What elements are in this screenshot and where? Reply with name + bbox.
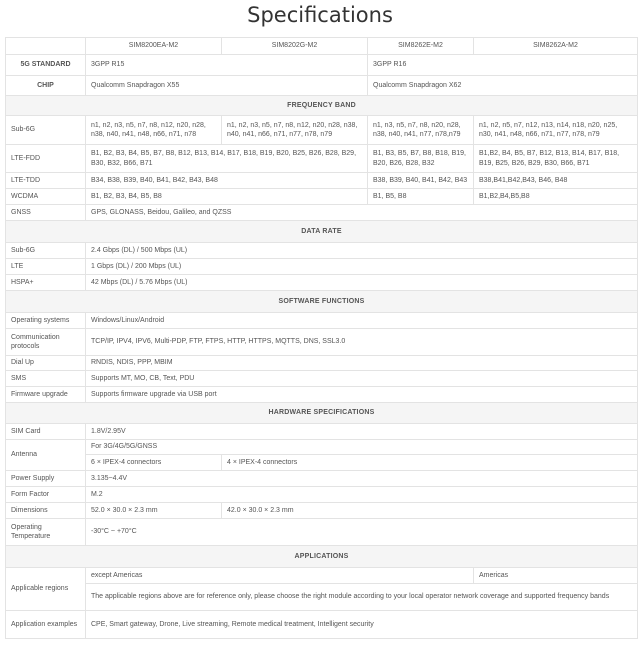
antenna-connectors-row <box>6 455 638 471</box>
data-rate-row <box>6 275 638 291</box>
lte-tdd-sim8262a: B38,B41,B42,B43, B46, B48 <box>474 173 638 189</box>
antenna-connectors-a: 6 × IPEX-4 connectors <box>86 455 222 471</box>
power-supply-row <box>6 471 638 487</box>
sub6g-sim8262a: n1, n2, n5, n7, n12, n13, n14, n18, n20, n25, n30, n41, n48, n66, n71, n77, n78, n79 <box>474 116 638 145</box>
form-factor-row <box>6 487 638 503</box>
lte-fdd-row <box>6 145 638 173</box>
form-factor-label: Form Factor <box>6 487 86 503</box>
section-software-functions: SOFTWARE FUNCTIONS <box>6 291 638 313</box>
chip-row <box>6 76 638 96</box>
chip-value-b: Qualcomm Snapdragon X62 <box>368 76 638 96</box>
model-sim8200ea: SIM8200EA-M2 <box>86 38 222 55</box>
lte-tdd-sim8262e: B38, B39, B40, B41, B42, B43 <box>368 173 474 189</box>
section-hardware-specifications: HARDWARE SPECIFICATIONS <box>6 403 638 424</box>
software-value: Windows/Linux/Android <box>86 313 638 329</box>
temperature-label: Operating Temperature <box>6 519 86 546</box>
lte-tdd-row <box>6 173 638 189</box>
regions-except-americas: except Americas <box>86 568 474 584</box>
lte-tdd-label: LTE-TDD <box>6 173 86 189</box>
data-rate-value: 1 Gbps (DL) / 200 Mbps (UL) <box>86 259 638 275</box>
dimensions-a: 52.0 × 30.0 × 2.3 mm <box>86 503 222 519</box>
software-label: SMS <box>6 371 86 387</box>
standard-value-a: 3GPP R15 <box>86 55 368 76</box>
regions-label: Applicable regions <box>6 568 86 611</box>
software-row <box>6 371 638 387</box>
specifications-table <box>5 37 638 639</box>
power-supply-value: 3.135~4.4V <box>86 471 638 487</box>
standard-label: 5G STANDARD <box>6 55 86 76</box>
temperature-value: -30°C ~ +70°C <box>86 519 638 546</box>
temperature-row <box>6 519 638 546</box>
application-examples-label: Application examples <box>6 611 86 639</box>
model-header-row <box>6 38 638 55</box>
antenna-row <box>6 440 638 455</box>
sub6g-sim8262e: n1, n3, n5, n7, n8, n20, n28, n38, n40, n41, n77, n78,n79 <box>368 116 474 145</box>
sub6g-label: Sub-6G <box>6 116 86 145</box>
application-examples-value: CPE, Smart gateway, Drone, Live streaming, Remote medical treatment, Intelligent security <box>86 611 638 639</box>
data-rate-label: Sub-6G <box>6 243 86 259</box>
section-frequency-band: FREQUENCY BAND <box>6 96 638 116</box>
lte-tdd-sim820x: B34, B38, B39, B40, B41, B42, B43, B48 <box>86 173 368 189</box>
sim-card-value: 1.8V/2.95V <box>86 424 638 440</box>
application-examples-row <box>6 611 638 639</box>
power-supply-label: Power Supply <box>6 471 86 487</box>
dimensions-b: 42.0 × 30.0 × 2.3 mm <box>222 503 638 519</box>
model-sim8202g: SIM8202G-M2 <box>222 38 368 55</box>
model-sim8262e: SIM8262E-M2 <box>368 38 474 55</box>
form-factor-value: M.2 <box>86 487 638 503</box>
standard-row <box>6 55 638 76</box>
software-row <box>6 329 638 356</box>
software-label: Dial Up <box>6 356 86 371</box>
software-label: Communication protocols <box>6 329 86 356</box>
wcdma-sim8262a: B1,B2,B4,B5,B8 <box>474 189 638 205</box>
wcdma-sim8262e: B1, B5, B8 <box>368 189 474 205</box>
lte-fdd-sim8262a: B1,B2, B4, B5, B7, B12, B13, B14, B17, B18, B19, B25, B26, B29, B30, B66, B71 <box>474 145 638 173</box>
model-sim8262a: SIM8262A-M2 <box>474 38 638 55</box>
software-value: Supports MT, MO, CB, Text, PDU <box>86 371 638 387</box>
software-label: Operating systems <box>6 313 86 329</box>
header-blank-cell <box>6 38 86 55</box>
lte-fdd-sim820x: B1, B2, B3, B4, B5, B7, B8, B12, B13, B14, B17, B18, B19, B20, B25, B26, B28, B29, B30, B32, B66, B71 <box>86 145 368 173</box>
wcdma-sim820x: B1, B2, B3, B4, B5, B8 <box>86 189 368 205</box>
sim-card-row <box>6 424 638 440</box>
chip-value-a: Qualcomm Snapdragon X55 <box>86 76 368 96</box>
standard-value-b: 3GPP R16 <box>368 55 638 76</box>
software-row <box>6 387 638 403</box>
software-row <box>6 313 638 329</box>
data-rate-row <box>6 259 638 275</box>
software-value: RNDIS, NDIS, PPP, MBIM <box>86 356 638 371</box>
data-rate-row <box>6 243 638 259</box>
section-data-rate: DATA RATE <box>6 221 638 243</box>
regions-row <box>6 568 638 584</box>
antenna-bands: For 3G/4G/5G/GNSS <box>86 440 638 455</box>
data-rate-value: 42 Mbps (DL) / 5.76 Mbps (UL) <box>86 275 638 291</box>
regions-americas: Americas <box>474 568 638 584</box>
gnss-row <box>6 205 638 221</box>
chip-label: CHIP <box>6 76 86 96</box>
sim-card-label: SIM Card <box>6 424 86 440</box>
software-value: Supports firmware upgrade via USB port <box>86 387 638 403</box>
wcdma-label: WCDMA <box>6 189 86 205</box>
regions-note-row <box>6 584 638 611</box>
wcdma-row <box>6 189 638 205</box>
dimensions-label: Dimensions <box>6 503 86 519</box>
regions-note: The applicable regions above are for reference only, please choose the right module according to your local operator network coverage and supported frequency bands <box>86 584 638 611</box>
data-rate-value: 2.4 Gbps (DL) / 500 Mbps (UL) <box>86 243 638 259</box>
data-rate-label: LTE <box>6 259 86 275</box>
sub6g-sim8202g: n1, n2, n3, n5, n7, n8, n12, n20, n28, n38, n40, n41, n66, n71, n77, n78, n79 <box>222 116 368 145</box>
lte-fdd-sim8262e: B1, B3, B5, B7, B8, B18, B19, B20, B26, B28, B32 <box>368 145 474 173</box>
software-value: TCP/IP, IPV4, IPV6, Multi-PDP, FTP, FTPS, HTTP, HTTPS, MQTTS, DNS, SSL3.0 <box>86 329 638 356</box>
antenna-label: Antenna <box>6 440 86 471</box>
gnss-value: GPS, GLONASS, Beidou, Galileo, and QZSS <box>86 205 638 221</box>
sub6g-band-row <box>6 116 638 145</box>
data-rate-label: HSPA+ <box>6 275 86 291</box>
section-applications: APPLICATIONS <box>6 546 638 568</box>
sub6g-sim8200ea: n1, n2, n3, n5, n7, n8, n12, n20, n28, n38, n40, n41, n48, n66, n71, n78 <box>86 116 222 145</box>
antenna-connectors-b: 4 × IPEX-4 connectors <box>222 455 638 471</box>
software-label: Firmware upgrade <box>6 387 86 403</box>
lte-fdd-label: LTE-FDD <box>6 145 86 173</box>
page-title: Specifications <box>247 3 393 27</box>
software-row <box>6 356 638 371</box>
dimensions-row <box>6 503 638 519</box>
gnss-label: GNSS <box>6 205 86 221</box>
